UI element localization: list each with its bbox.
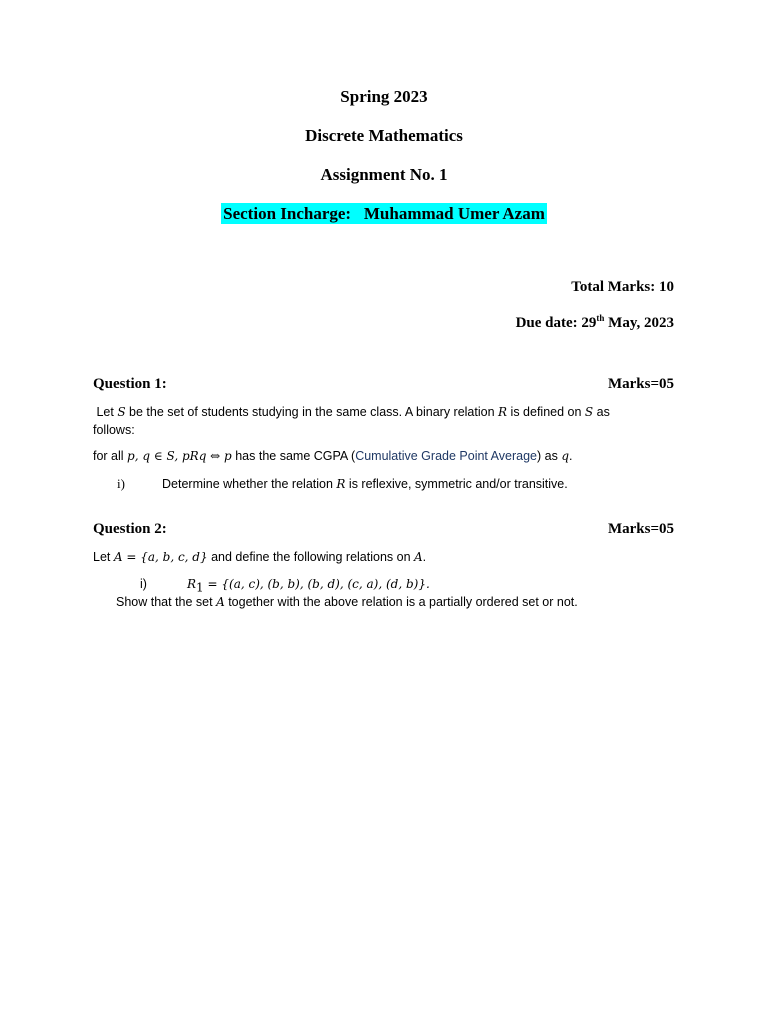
section-label: Section Incharge: bbox=[223, 204, 352, 223]
text-run: be the set of students studying in the same class. A binary relation bbox=[125, 405, 499, 419]
math-R: R bbox=[498, 405, 508, 419]
question-1-item bbox=[117, 475, 674, 493]
course-heading: Discrete Mathematics bbox=[305, 126, 463, 145]
question-2-task bbox=[116, 593, 674, 611]
question-1-title: Question 1: bbox=[93, 376, 167, 392]
assignment-heading: Assignment No. 1 bbox=[320, 165, 448, 184]
text-run: . bbox=[569, 449, 573, 463]
question-2-marks: Marks=05 bbox=[607, 521, 674, 537]
math-A: A bbox=[216, 595, 225, 609]
math-A: A bbox=[113, 550, 123, 564]
text-run: . bbox=[422, 550, 427, 564]
due-date-sup: th bbox=[596, 313, 605, 323]
due-date bbox=[516, 313, 674, 332]
math-subscript: 1 bbox=[196, 580, 204, 595]
semester-heading: Spring 2023 bbox=[340, 87, 428, 106]
text-run: Determine whether the relation bbox=[162, 477, 337, 491]
text-run: Show that the set bbox=[116, 595, 217, 609]
text-run: follows: bbox=[93, 423, 135, 437]
math-R: R bbox=[336, 477, 346, 491]
question-1-statement bbox=[93, 403, 653, 439]
math-S: S bbox=[117, 405, 126, 419]
text-run: is reflexive, symmetric and/or transitive. bbox=[345, 477, 568, 491]
text-run: has the same CGPA ( bbox=[231, 449, 356, 463]
section-incharge-highlight bbox=[221, 203, 547, 224]
text-run: as bbox=[593, 405, 610, 419]
due-date-suffix: May, 2023 bbox=[604, 315, 674, 331]
question-1-marks: Marks=05 bbox=[607, 376, 674, 392]
text-run: for all bbox=[93, 449, 128, 463]
math-R: R bbox=[187, 577, 197, 591]
text-run: is defined on bbox=[507, 405, 585, 419]
section-incharge-line bbox=[0, 204, 768, 224]
math-S: S bbox=[584, 405, 594, 419]
math-relation: p, q ∈ S, pRq ⇔ p bbox=[127, 449, 232, 463]
text-run: ) as bbox=[537, 449, 562, 463]
text-run: Let bbox=[96, 405, 118, 419]
math-set: = {a, b, c, d} bbox=[122, 550, 208, 564]
total-marks: Total Marks: 10 bbox=[571, 279, 674, 295]
question-2-header bbox=[93, 521, 674, 538]
question-2-title: Question 2: bbox=[93, 521, 167, 537]
question-1-header bbox=[93, 376, 674, 393]
text-run: together with the above relation is a partially ordered set or not. bbox=[224, 595, 578, 609]
text-run: Let bbox=[93, 550, 114, 564]
due-date-prefix: Due date: 29 bbox=[515, 315, 597, 331]
math-q: q bbox=[561, 449, 570, 463]
math-relation-set: = {(a, c), (b, b), (b, d), (c, a), (d, b)}. bbox=[203, 577, 430, 591]
item-number: i) bbox=[117, 476, 125, 491]
math-A: A bbox=[414, 550, 423, 564]
cgpa-term: Cumulative Grade Point Average bbox=[355, 449, 538, 463]
question-2-statement bbox=[93, 548, 674, 566]
instructor-name: Muhammad Umer Azam bbox=[363, 204, 545, 223]
item-number: i) bbox=[140, 577, 147, 591]
question-1-definition bbox=[93, 447, 674, 465]
text-run: and define the following relations on bbox=[207, 550, 414, 564]
